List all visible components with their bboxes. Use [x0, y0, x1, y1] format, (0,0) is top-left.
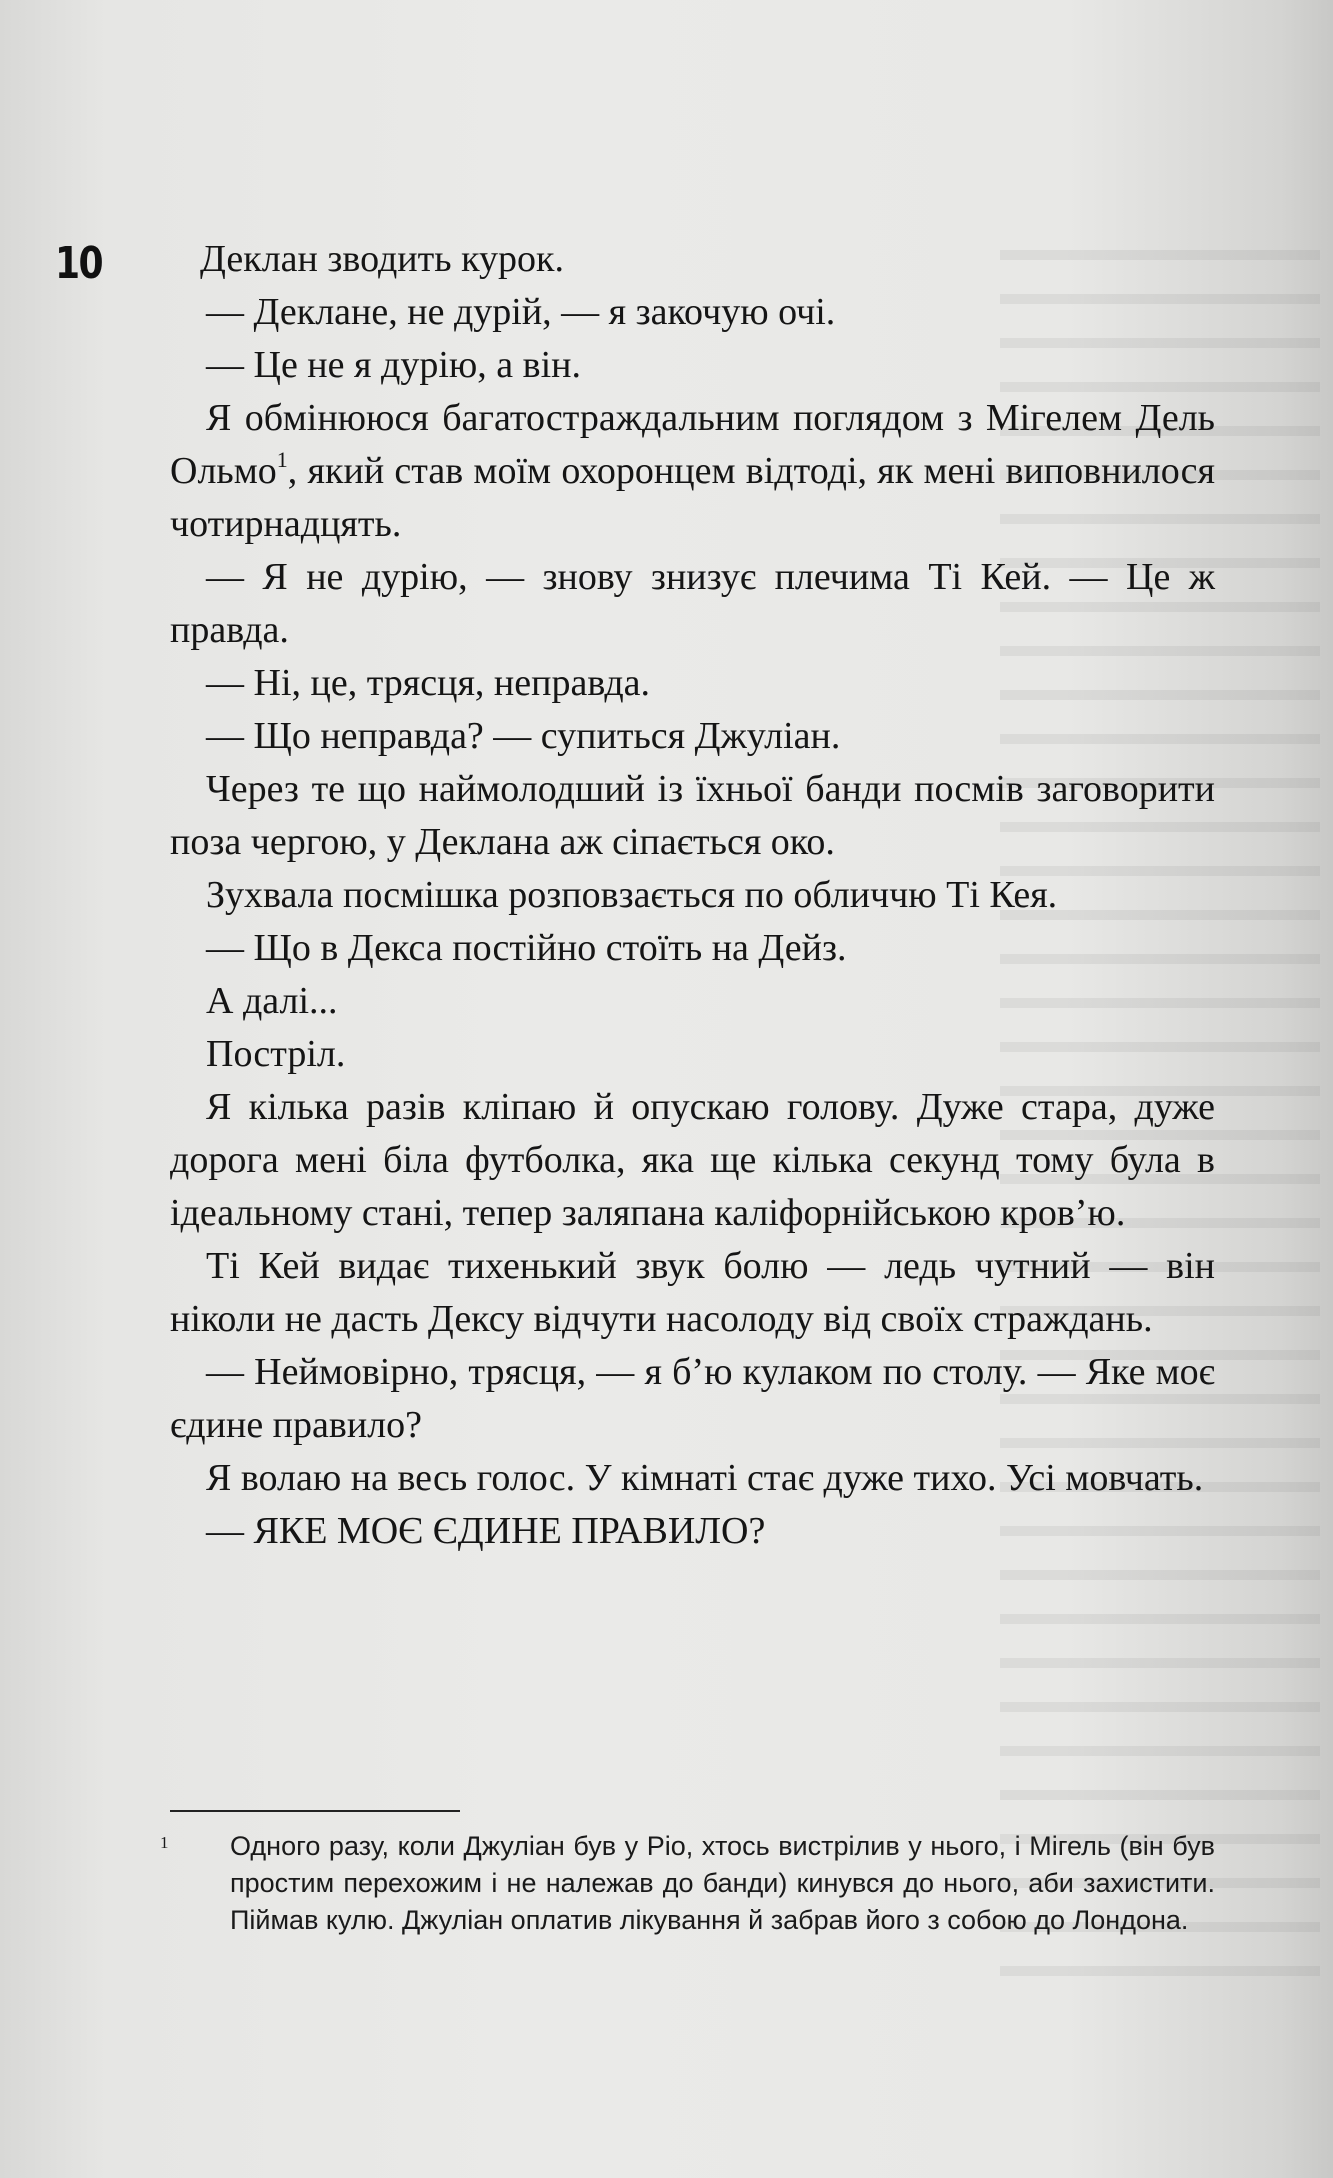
main-text	[170, 233, 1215, 1558]
paragraph: — Неймовірно, трясця, — я б’ю кулаком по столу. — Яке моє єдине правило?	[170, 1351, 1215, 1446]
paragraph: Через те що наймолодший із їхньої банди посмів заговорити поза чергою, у Деклана аж сіпається око.	[170, 768, 1215, 863]
paragraph: Я волаю на весь голос. У кімнаті стає дуже тихо. Усі мовчать.	[206, 1457, 1204, 1499]
paragraph: А далі...	[206, 980, 338, 1022]
paragraph: Ті Кей видає тихенький звук болю — ледь чутний — він ніколи не дасть Дексу відчути насолоду від своїх страждань.	[170, 1245, 1215, 1340]
paragraph: — ЯКЕ МОЄ ЄДИНЕ ПРАВИЛО?	[206, 1510, 766, 1552]
paragraph-with-footnote	[170, 392, 1215, 551]
paragraph-part: Я обмінююся багатостраждальним поглядом з Мігелем Дель Ольмо	[170, 397, 1215, 492]
paragraph: — Деклане, не дурій, — я закочую очі.	[206, 291, 836, 333]
paragraph: Деклан зводить курок.	[200, 238, 564, 280]
paragraph: — Я не дурію, — знову знизує плечима Ті Кей. — Це ж правда.	[170, 556, 1215, 651]
paragraph: — Це не я дурію, а він.	[206, 344, 581, 386]
paragraph: — Що неправда? — супиться Джуліан.	[206, 715, 841, 757]
footnote-text: Одного разу, коли Джуліан був у Ріо, хтось вистрілив у нього, і Мігель (він був простим перехожим і не належав до банди) кинувся до нього, аби захистити. Піймав кулю. Джуліан оплатив лікування й забрав його з собою до Лондона.	[230, 1831, 1215, 1935]
page-number: 10	[55, 238, 102, 289]
footnote	[160, 1828, 1215, 1939]
paragraph-part: , який став моїм охоронцем відтоді, як мені виповнилося чотирнадцять.	[170, 450, 1215, 545]
paragraph: Постріл.	[206, 1033, 346, 1075]
footnote-mark: 1	[160, 1833, 169, 1852]
paragraph: — Ні, це, трясця, неправда.	[206, 662, 651, 704]
paragraph: Зухвала посмішка розповзається по обличчю Ті Кея.	[206, 874, 1058, 916]
footnote-divider	[170, 1810, 460, 1812]
footnote-reference: 1	[276, 447, 288, 472]
paragraph: — Що в Декса постійно стоїть на Дейз.	[206, 927, 847, 969]
paragraph: Я кілька разів кліпаю й опускаю голову. Дуже стара, дуже дорога мені біла футболка, яка ще кілька секунд тому була в ідеальному стані, тепер заляпана каліфорнійською кров’ю.	[170, 1086, 1215, 1234]
